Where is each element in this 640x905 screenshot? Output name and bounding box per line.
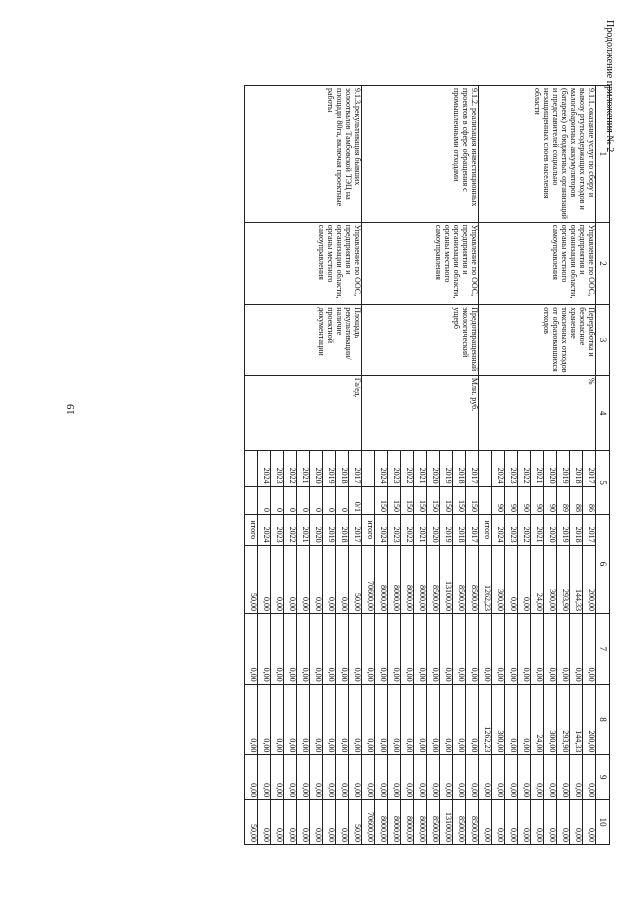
extrabudgetary-cell: 0,00 [505, 800, 518, 845]
regional-budget-cell: 0,00 [440, 684, 453, 755]
indicator-value-cell: 86 [583, 486, 596, 514]
funding-total-cell: 8000,00 [375, 545, 388, 613]
funding-year-cell: 2024 [375, 514, 388, 545]
executor-text: Управление по ООС, предприятия и организации области, органы местного самоуправления [317, 224, 362, 299]
regional-budget-cell: 0,00 [362, 684, 375, 755]
regional-budget-cell: 200,00 [583, 684, 596, 755]
regional-budget-cell: 0,00 [258, 684, 271, 755]
executor-text: Управление по ООС, предприятия и организации области, органы местного самоуправления [551, 224, 596, 299]
indicator-value-cell: 150 [453, 486, 466, 514]
extrabudgetary-cell: 0,00 [518, 800, 531, 845]
extrabudgetary-cell: 70600,00 [362, 800, 375, 845]
measure-name-text: 9.1.1. оказание услуг по сбору и вывозу ртутьсодержащих отходов и малогабаритных аккумуляторов (батареек) от бюджетных организаций и представителей социально незащищенных слоев населения области [533, 88, 596, 220]
local-budget-cell: 0,00 [245, 755, 258, 800]
indicator-value-cell: 0 [323, 486, 336, 514]
funding-total-cell: 0,00 [323, 545, 336, 613]
federal-budget-cell: 0,00 [479, 613, 492, 684]
federal-budget-cell: 0,00 [362, 613, 375, 684]
indicator-year-cell: 2018 [336, 451, 349, 486]
indicator-year-cell: 2017 [466, 451, 479, 486]
funding-year-cell: 2022 [401, 514, 414, 545]
indicator-year-cell: 2022 [284, 451, 297, 486]
funding-year-cell: 2018 [453, 514, 466, 545]
indicator-text: Предотвращенный экологический ущерб [452, 307, 479, 372]
local-budget-cell: 0,00 [440, 755, 453, 800]
federal-budget-cell: 0,00 [414, 613, 427, 684]
funding-total-cell: 50,00 [245, 545, 258, 613]
extrabudgetary-cell: 8000,00 [388, 800, 401, 845]
regional-budget-cell: 0,00 [323, 684, 336, 755]
indicator-year-cell: 2022 [401, 451, 414, 486]
indicator-value-cell: 150 [375, 486, 388, 514]
funding-year-cell: 2019 [557, 514, 570, 545]
regional-budget-cell: 0,00 [414, 684, 427, 755]
funding-year-cell: 2022 [518, 514, 531, 545]
funding-year-cell: 2019 [440, 514, 453, 545]
extrabudgetary-cell: 0,00 [284, 800, 297, 845]
regional-budget-cell: 0,00 [297, 684, 310, 755]
indicator-year-cell [245, 451, 258, 486]
header-cell: 5 [596, 451, 610, 515]
indicator-year-cell: 2019 [557, 451, 570, 486]
extrabudgetary-cell: 8000,00 [401, 800, 414, 845]
local-budget-cell: 0,00 [362, 755, 375, 800]
funding-year-cell: итого [362, 514, 375, 545]
extrabudgetary-cell: 0,00 [531, 800, 544, 845]
funding-year-cell: 2022 [284, 514, 297, 545]
funding-total-cell: 8000,00 [401, 545, 414, 613]
federal-budget-cell: 0,00 [375, 613, 388, 684]
header-row [596, 86, 610, 845]
regional-budget-cell: 300,00 [544, 684, 557, 755]
indicator-year-cell: 2023 [271, 451, 284, 486]
indicator-value-cell: 89 [557, 486, 570, 514]
page-number: 19 [65, 404, 77, 415]
indicator-year-cell [479, 451, 492, 486]
indicator-year-cell: 2024 [492, 451, 505, 486]
indicator-value-cell [245, 486, 258, 514]
extrabudgetary-cell: 8500,00 [453, 800, 466, 845]
indicator-value-cell: 0/1 [349, 486, 362, 514]
funding-total-cell: 8500,00 [453, 545, 466, 613]
funding-total-cell: 1262,23 [479, 545, 492, 613]
executor-cell [479, 222, 596, 305]
indicator-year-cell: 2024 [375, 451, 388, 486]
local-budget-cell: 0,00 [492, 755, 505, 800]
unit-cell [245, 375, 362, 450]
federal-budget-cell: 0,00 [544, 613, 557, 684]
funding-year-cell: 2017 [349, 514, 362, 545]
funding-total-cell: 8500,00 [427, 545, 440, 613]
federal-budget-cell: 0,00 [258, 613, 271, 684]
regional-budget-cell: 0,00 [518, 684, 531, 755]
indicator-year-cell: 2022 [518, 451, 531, 486]
indicator-year-cell: 2023 [505, 451, 518, 486]
regional-budget-cell: 300,00 [492, 684, 505, 755]
unit-cell [362, 375, 479, 450]
indicator-value-cell: 0 [258, 486, 271, 514]
funding-total-cell: 50,00 [349, 545, 362, 613]
regional-budget-cell: 0,00 [453, 684, 466, 755]
funding-year-cell: 2018 [570, 514, 583, 545]
federal-budget-cell: 0,00 [583, 613, 596, 684]
local-budget-cell: 0,00 [583, 755, 596, 800]
funding-year-cell: итого [245, 514, 258, 545]
extrabudgetary-cell: 0,00 [479, 800, 492, 845]
measure-name-text: 9.1.3.рекультивация бывших золоотвалов Тамбовской ТЭЦ на площади 80га, включая проектные работы [326, 88, 362, 207]
funding-total-cell: 200,00 [583, 545, 596, 613]
federal-budget-cell: 0,00 [453, 613, 466, 684]
extrabudgetary-cell: 0,00 [557, 800, 570, 845]
local-budget-cell: 0,00 [505, 755, 518, 800]
indicator-value-cell: 150 [466, 486, 479, 514]
indicator-year-cell: 2023 [388, 451, 401, 486]
measure-name-cell [362, 86, 479, 223]
funding-total-cell: 0,00 [284, 545, 297, 613]
regional-budget-cell: 0,00 [349, 684, 362, 755]
federal-budget-cell: 0,00 [427, 613, 440, 684]
funding-year-cell: 2023 [388, 514, 401, 545]
unit-cell [479, 375, 596, 450]
extrabudgetary-cell: 0,00 [336, 800, 349, 845]
funding-total-cell: 8500,00 [466, 545, 479, 613]
funding-total-cell: 0,00 [505, 545, 518, 613]
local-budget-cell: 0,00 [518, 755, 531, 800]
measure-name-text: 9.1.2. реализация инвестиционных проектов в сфере обращения с промышленными отходами [452, 88, 479, 207]
indicator-year-cell: 2021 [531, 451, 544, 486]
federal-budget-cell: 0,00 [570, 613, 583, 684]
extrabudgetary-cell: 0,00 [544, 800, 557, 845]
extrabudgetary-cell: 8500,00 [427, 800, 440, 845]
extrabudgetary-cell: 0,00 [258, 800, 271, 845]
regional-budget-cell: 0,00 [271, 684, 284, 755]
indicator-cell [245, 305, 362, 376]
indicator-text: Площадь рекультивации/наличие проектной документации [317, 307, 362, 360]
indicator-value-cell: 150 [440, 486, 453, 514]
local-budget-cell: 0,00 [466, 755, 479, 800]
federal-budget-cell: 0,00 [388, 613, 401, 684]
funding-year-cell: 2023 [505, 514, 518, 545]
extrabudgetary-cell: 8500,00 [466, 800, 479, 845]
extrabudgetary-cell: 0,00 [583, 800, 596, 845]
local-budget-cell: 0,00 [401, 755, 414, 800]
executor-text: Управление по ООС, предприятия и организации области, органы местного самоуправления [434, 224, 479, 299]
extrabudgetary-cell: 50,00 [245, 800, 258, 845]
local-budget-cell: 0,00 [310, 755, 323, 800]
funding-year-cell: 2019 [323, 514, 336, 545]
regional-budget-cell: 0,00 [284, 684, 297, 755]
header-cell: 10 [596, 800, 610, 845]
funding-total-cell: 0,00 [310, 545, 323, 613]
extrabudgetary-cell: 8000,00 [414, 800, 427, 845]
funding-total-cell: 0,00 [518, 545, 531, 613]
extrabudgetary-cell: 50,00 [349, 800, 362, 845]
indicator-year-cell: 2021 [414, 451, 427, 486]
extrabudgetary-cell: 0,00 [492, 800, 505, 845]
extrabudgetary-cell: 8000,00 [375, 800, 388, 845]
funding-total-cell: 144,33 [570, 545, 583, 613]
extrabudgetary-cell: 13100,00 [440, 800, 453, 845]
indicator-year-cell: 2024 [258, 451, 271, 486]
unit-text: Га/ед. [353, 377, 362, 398]
indicator-value-cell: 150 [401, 486, 414, 514]
funding-total-cell: 300,00 [492, 545, 505, 613]
table-body [245, 86, 596, 845]
extrabudgetary-cell: 0,00 [310, 800, 323, 845]
indicator-value-cell: 90 [518, 486, 531, 514]
indicator-value-cell: 90 [505, 486, 518, 514]
funding-total-cell: 8000,00 [388, 545, 401, 613]
unit-text: Млн. руб. [470, 377, 479, 412]
indicator-year-cell: 2018 [570, 451, 583, 486]
funding-total-cell: 13100,00 [440, 545, 453, 613]
regional-budget-cell: 144,33 [570, 684, 583, 755]
funding-year-cell: 2017 [583, 514, 596, 545]
extrabudgetary-cell: 0,00 [297, 800, 310, 845]
funding-total-cell: 8000,00 [414, 545, 427, 613]
regional-budget-cell: 293,90 [557, 684, 570, 755]
header-cell: 3 [596, 305, 610, 376]
local-budget-cell: 0,00 [414, 755, 427, 800]
funding-year-cell: 2020 [544, 514, 557, 545]
executor-cell [362, 222, 479, 305]
funding-total-cell: 293,90 [557, 545, 570, 613]
funding-total-cell: 70600,00 [362, 545, 375, 613]
regional-budget-cell: 0,00 [505, 684, 518, 755]
local-budget-cell: 0,00 [544, 755, 557, 800]
indicator-value-cell: 90 [492, 486, 505, 514]
indicator-value-cell [479, 486, 492, 514]
indicator-cell [479, 305, 596, 376]
local-budget-cell: 0,00 [297, 755, 310, 800]
extrabudgetary-cell: 0,00 [271, 800, 284, 845]
local-budget-cell: 0,00 [453, 755, 466, 800]
indicator-year-cell: 2019 [440, 451, 453, 486]
regional-budget-cell: 0,00 [245, 684, 258, 755]
funding-year-cell: 2021 [297, 514, 310, 545]
indicator-text: Переработка и безопасное хранение токсичных отходов от образовавшихся отходов [542, 307, 596, 373]
indicator-value-cell: 90 [531, 486, 544, 514]
funding-year-cell: 2021 [414, 514, 427, 545]
local-budget-cell: 0,00 [557, 755, 570, 800]
measure-name-cell [245, 86, 362, 223]
local-budget-cell: 0,00 [349, 755, 362, 800]
federal-budget-cell: 0,00 [505, 613, 518, 684]
table-row [466, 86, 479, 845]
indicator-year-cell: 2020 [310, 451, 323, 486]
indicator-value-cell: 0 [284, 486, 297, 514]
indicator-year-cell: 2018 [453, 451, 466, 486]
funding-year-cell: 2024 [492, 514, 505, 545]
funding-year-cell: 2020 [310, 514, 323, 545]
indicator-year-cell: 2020 [544, 451, 557, 486]
executor-cell [245, 222, 362, 305]
federal-budget-cell: 0,00 [518, 613, 531, 684]
indicator-value-cell: 0 [297, 486, 310, 514]
federal-budget-cell: 0,00 [245, 613, 258, 684]
indicator-value-cell [362, 486, 375, 514]
indicator-year-cell [362, 451, 375, 486]
regional-budget-cell: 0,00 [388, 684, 401, 755]
indicator-value-cell: 90 [544, 486, 557, 514]
funding-total-cell: 0,00 [271, 545, 284, 613]
program-table [244, 85, 610, 845]
indicator-year-cell: 2017 [349, 451, 362, 486]
federal-budget-cell: 0,00 [466, 613, 479, 684]
local-budget-cell: 0,00 [271, 755, 284, 800]
header-cell: 4 [596, 375, 610, 450]
local-budget-cell: 0,00 [427, 755, 440, 800]
indicator-value-cell: 0 [271, 486, 284, 514]
federal-budget-cell: 0,00 [284, 613, 297, 684]
federal-budget-cell: 0,00 [323, 613, 336, 684]
local-budget-cell: 0,00 [336, 755, 349, 800]
federal-budget-cell: 0,00 [492, 613, 505, 684]
extrabudgetary-cell: 0,00 [570, 800, 583, 845]
indicator-year-cell: 2020 [427, 451, 440, 486]
regional-budget-cell: 0,00 [336, 684, 349, 755]
local-budget-cell: 0,00 [258, 755, 271, 800]
local-budget-cell: 0,00 [388, 755, 401, 800]
header-cell: 7 [596, 613, 610, 684]
header-cell: 8 [596, 684, 610, 755]
table-row [583, 86, 596, 845]
local-budget-cell: 0,00 [531, 755, 544, 800]
regional-budget-cell: 0,00 [466, 684, 479, 755]
federal-budget-cell: 0,00 [349, 613, 362, 684]
funding-total-cell: 0,00 [336, 545, 349, 613]
indicator-year-cell: 2021 [297, 451, 310, 486]
regional-budget-cell: 24,00 [531, 684, 544, 755]
measure-name-cell [479, 86, 596, 223]
indicator-value-cell: 150 [414, 486, 427, 514]
indicator-value-cell: 150 [427, 486, 440, 514]
federal-budget-cell: 0,00 [401, 613, 414, 684]
header-cell: 2 [596, 222, 610, 305]
federal-budget-cell: 0,00 [440, 613, 453, 684]
local-budget-cell: 0,00 [284, 755, 297, 800]
regional-budget-cell: 0,00 [375, 684, 388, 755]
funding-year-cell: итого [479, 514, 492, 545]
regional-budget-cell: 0,00 [310, 684, 323, 755]
indicator-value-cell: 150 [388, 486, 401, 514]
unit-text: % [587, 377, 596, 385]
federal-budget-cell: 0,00 [531, 613, 544, 684]
header-cell: 9 [596, 755, 610, 800]
funding-total-cell: 0,00 [297, 545, 310, 613]
funding-year-cell: 2020 [427, 514, 440, 545]
funding-year-cell: 2023 [271, 514, 284, 545]
indicator-year-cell: 2017 [583, 451, 596, 486]
funding-total-cell: 0,00 [258, 545, 271, 613]
funding-year-cell: 2024 [258, 514, 271, 545]
regional-budget-cell: 0,00 [401, 684, 414, 755]
federal-budget-cell: 0,00 [297, 613, 310, 684]
indicator-value-cell: 0 [336, 486, 349, 514]
local-budget-cell: 0,00 [323, 755, 336, 800]
local-budget-cell: 0,00 [375, 755, 388, 800]
indicator-value-cell: 0 [310, 486, 323, 514]
local-budget-cell: 0,00 [479, 755, 492, 800]
rotated-table-wrapper [80, 85, 610, 845]
funding-year-cell: 2021 [531, 514, 544, 545]
indicator-year-cell: 2019 [323, 451, 336, 486]
funding-total-cell: 300,00 [544, 545, 557, 613]
table-row [349, 86, 362, 845]
regional-budget-cell: 0,00 [427, 684, 440, 755]
header-cell: 6 [596, 514, 610, 613]
local-budget-cell: 0,00 [570, 755, 583, 800]
appendix-note: Продолжение приложения № 2 [604, 20, 615, 153]
funding-year-cell: 2017 [466, 514, 479, 545]
federal-budget-cell: 0,00 [271, 613, 284, 684]
header-cell: 1 [596, 86, 610, 223]
federal-budget-cell: 0,00 [336, 613, 349, 684]
indicator-cell [362, 305, 479, 376]
regional-budget-cell: 1262,23 [479, 684, 492, 755]
funding-year-cell: 2018 [336, 514, 349, 545]
federal-budget-cell: 0,00 [557, 613, 570, 684]
indicator-value-cell: 88 [570, 486, 583, 514]
funding-total-cell: 24,00 [531, 545, 544, 613]
extrabudgetary-cell: 0,00 [323, 800, 336, 845]
federal-budget-cell: 0,00 [310, 613, 323, 684]
